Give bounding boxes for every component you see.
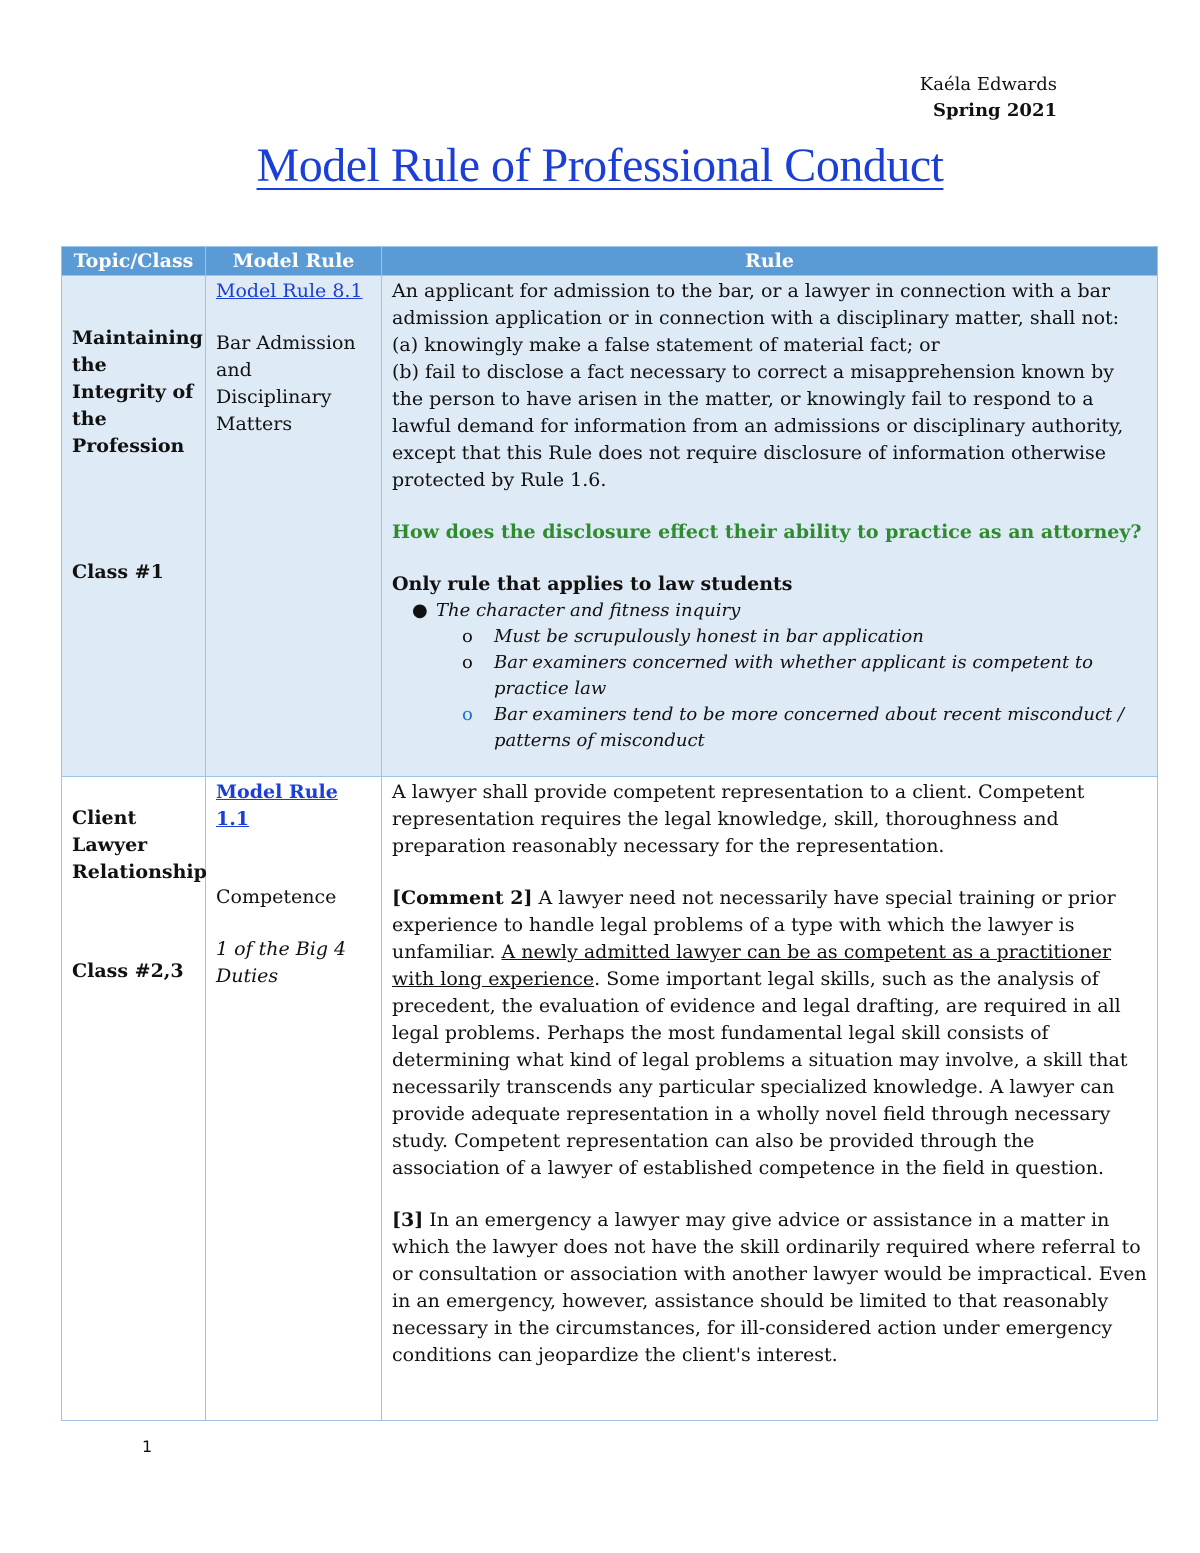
table-row [62,777,1158,1421]
document-header [920,72,1057,124]
topic-label: Client Lawyer Relationship [72,807,207,883]
topic-cell [62,777,206,1421]
term-label: Spring 2021 [933,100,1057,121]
sub-list [436,624,1147,754]
model-rule-name: Bar Admission and Disciplinary Matters [216,332,356,435]
rule-text-cell [382,777,1158,1421]
table-row [62,276,1158,777]
model-rule-link[interactable]: Model Rule 1.1 [216,781,338,830]
discussion-question: How does the disclosure effect their ability to practice as an attorney? [392,521,1142,543]
circle-bullet-icon: o [462,626,473,647]
list-item [462,624,1147,650]
bullet-text: The character and fitness inquiry [436,600,741,621]
header-topic-class: Topic/Class [62,247,206,276]
sub-bullet-text: Bar examiners concerned with whether applicant is competent to practice law [494,652,1093,699]
rule-clause-a: (a) knowingly make a false statement of material fact; or [392,334,940,356]
comment-2-underlined: A newly admitted lawyer can be as competent as a practitioner with long experience [392,941,1112,990]
model-rule-name: Competence [216,886,337,908]
rule-clause-b: (b) fail to disclose a fact necessary to correct a misapprehension known by the person to have arisen in the matter, or knowingly fail to respond to a lawful demand for information from an admissions or disciplinary authority, except that this Rule does not require disclosure of information otherwise protected by Rule 1.6. [392,361,1124,491]
comment-2 [392,885,1147,1182]
model-rule-cell [206,276,382,777]
page-number: 1 [142,1437,153,1456]
topic-label: Maintaining the Integrity of the Profession [72,327,203,457]
bullet-icon: ● [412,600,428,621]
rules-table [61,246,1158,1421]
header-rule: Rule [382,247,1158,276]
model-rule-link[interactable]: Model Rule 8.1 [216,280,363,302]
list-item [462,650,1147,702]
topic-cell [62,276,206,777]
comment-3-label: [3] [392,1209,424,1231]
sub-bullet-text: Must be scrupulously honest in bar application [494,626,924,647]
sub-bullet-text: Bar examiners tend to be more concerned about recent misconduct / patterns of misconduct [494,704,1125,751]
model-rule-note: 1 of the Big 4 Duties [216,938,347,987]
table-header-row [62,247,1158,276]
circle-bullet-icon: o [462,704,473,725]
comment-2-text: A lawyer need not necessarily have special training or prior experience to handle legal problems of a type with which the lawyer is unfamiliar. [392,887,1116,963]
comment-2-label: [Comment 2] [392,887,533,909]
note-list [392,598,1147,754]
class-label: Class #2,3 [72,960,184,982]
list-item [412,598,1147,754]
comment-3 [392,1207,1147,1369]
rule-intro: A lawyer shall provide competent representation to a client. Competent representation requires the legal knowledge, skill, thoroughness and preparation reasonably necessary for the representation. [392,781,1085,857]
class-label: Class #1 [72,561,164,583]
rule-intro: An applicant for admission to the bar, or a lawyer in connection with a bar admission application or in connection with a disciplinary matter, shall not: [392,280,1120,329]
note-heading: Only rule that applies to law students [392,573,793,595]
model-rule-cell [206,777,382,1421]
list-item [462,702,1147,754]
comment-3-text: In an emergency a lawyer may give advice or assistance in a matter in which the lawyer does not have the skill ordinarily required where referral to or consultation or association with another lawyer would be impractical. Even in an emergency, however, assistance should be limited to that reasonably necessary in the circumstances, for ill-considered action under emergency conditions can jeopardize the client's interest. [392,1209,1147,1366]
comment-2-text-rest: . Some important legal skills, such as the analysis of precedent, the evaluation of evidence and legal drafting, are required in all legal problems. Perhaps the most fundamental legal skill consists of determining what kind of legal problems a situation may involve, a skill that necessarily transcends any particular specialized knowledge. A lawyer can provide adequate representation in a wholly novel field through necessary study. Competent representation can also be provided through the association of a lawyer of established competence in the field in question. [392,968,1128,1179]
author-name: Kaéla Edwards [919,74,1057,95]
header-model-rule: Model Rule [206,247,382,276]
page-title: Model Rule of Professional Conduct [256,139,944,192]
rule-text-cell [382,276,1158,777]
circle-bullet-icon: o [462,652,473,673]
